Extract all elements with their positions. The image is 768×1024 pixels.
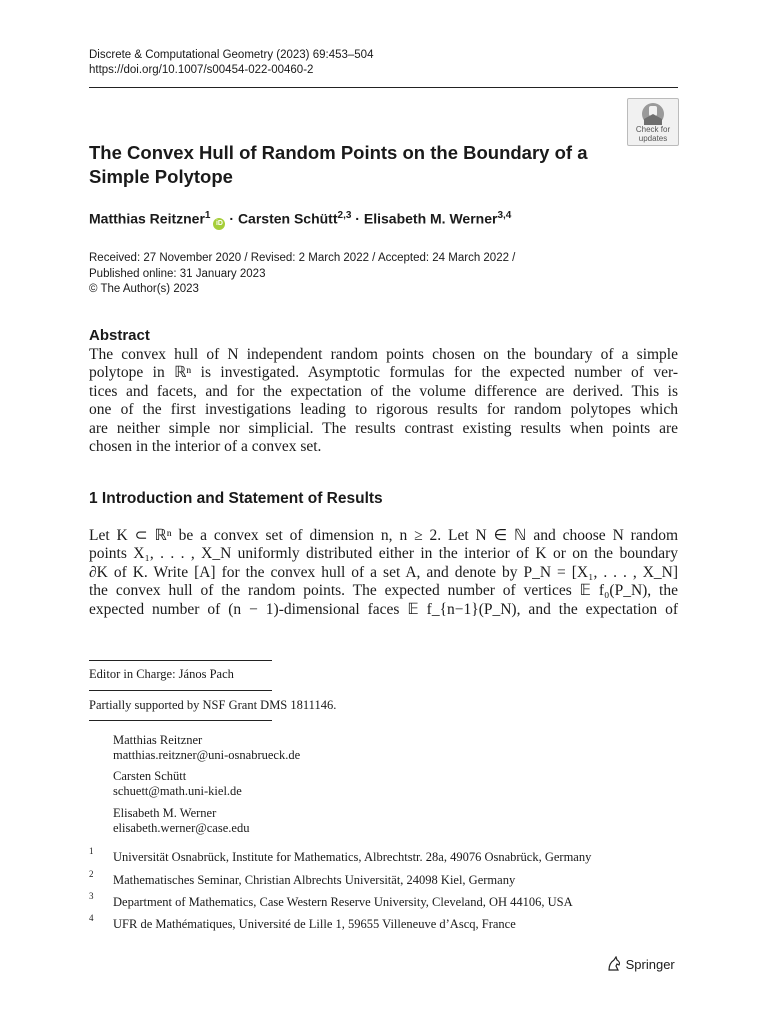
abstract-line: tices and facets, and for the expectation of the volume difference are derived. This is (89, 382, 678, 400)
author-sup: 3,4 (497, 210, 512, 221)
author-separator: · (225, 210, 238, 227)
affiliation-text: Universität Osnabrück, Institute for Mathematics, Albrechtstr. 28a, 49076 Osnabrück, Germany (113, 850, 592, 864)
author-sup: 2,3 (337, 210, 352, 221)
author-reitzner[interactable]: Matthias Reitzner (89, 210, 205, 227)
affiliation-number: 4 (89, 913, 94, 923)
author-sup: 1 (204, 210, 211, 221)
section-line: ∂K of K. Write [A] for the convex hull of a set A, and denote by P_N = [X₁, . . . , X_N] (89, 563, 678, 581)
publisher-name: Springer (625, 957, 675, 972)
contact-block (113, 769, 242, 799)
orcid-icon[interactable]: iD (213, 218, 225, 230)
funding-note: Partially supported by NSF Grant DMS 1811146. (89, 698, 337, 712)
author-werner[interactable]: Elisabeth M. Werner (363, 210, 498, 227)
footnote-rule (89, 720, 272, 721)
affiliation-number: 3 (89, 891, 94, 901)
paper-title (89, 141, 588, 189)
abstract-line: are neither simple nor simplicial. The results contrast existing results when points are (89, 419, 678, 437)
contact-name: Carsten Schütt (113, 769, 187, 783)
abstract-line: polytope in ℝⁿ is investigated. Asymptotic formulas for the expected number of ver- (89, 364, 678, 382)
crossmark-icon (628, 101, 678, 127)
dates-line: Received: 27 November 2020 / Revised: 2 March 2022 / Accepted: 24 March 2022 / (89, 252, 516, 264)
journal-citation: Discrete & Computational Geometry (2023) 69:453–504 (89, 49, 374, 61)
author-list (89, 210, 511, 230)
footnote-rule (89, 660, 272, 661)
section-line: the convex hull of the random points. The expected number of vertices 𝔼 f₀(P_N), the (89, 582, 678, 600)
section-body (89, 527, 678, 619)
abstract-line: chosen in the interior of a convex set. (89, 438, 322, 456)
header-rule (89, 87, 678, 88)
publisher-logo (606, 956, 675, 972)
abstract-line: The convex hull of N independent random points chosen on the boundary of a simple (89, 346, 678, 363)
check-for-updates-badge[interactable] (627, 98, 679, 146)
affiliation-text: Mathematisches Seminar, Christian Albrechts Universität, 24098 Kiel, Germany (113, 873, 516, 887)
editor-note: Editor in Charge: János Pach (89, 667, 234, 681)
author-schutt[interactable]: Carsten Schütt (237, 210, 338, 227)
section-line: expected number of (n − 1)-dimensional faces 𝔼 f_{n−1}(P_N), and the expectation of (89, 600, 678, 618)
section-line: points X₁, . . . , X_N uniformly distributed either in the interior of K or on the boundary (89, 545, 678, 563)
section-heading: 1 Introduction and Statement of Results (89, 490, 383, 507)
badge-text-line2: updates (638, 133, 668, 143)
affiliation-number: 2 (89, 869, 94, 879)
contact-email[interactable]: matthias.reitzner@uni-osnabrueck.de (113, 748, 301, 762)
footnote-rule (89, 690, 272, 691)
copyright-line: © The Author(s) 2023 (89, 283, 199, 295)
title-line-2: Simple Polytope (89, 166, 233, 187)
title-line-1: The Convex Hull of Random Points on the Boundary of a (89, 142, 588, 163)
doi-link[interactable]: https://doi.org/10.1007/s00454-022-00460-2 (89, 64, 314, 76)
contact-email[interactable]: elisabeth.werner@case.edu (113, 821, 250, 835)
abstract-heading: Abstract (89, 327, 150, 344)
dates-line: Published online: 31 January 2023 (89, 267, 266, 280)
affiliation-text: UFR de Mathématiques, Université de Lille 1, 59655 Villeneuve d’Ascq, France (113, 917, 516, 931)
badge-text-line1: Check for (635, 125, 671, 134)
contact-block (113, 733, 300, 763)
springer-horse-icon (606, 956, 622, 972)
affiliation-text: Department of Mathematics, Case Western Reserve University, Cleveland, OH 44106, USA (113, 895, 573, 909)
contact-email[interactable]: schuett@math.uni-kiel.de (113, 784, 242, 798)
affiliation-number: 1 (89, 846, 94, 856)
abstract-body (89, 346, 678, 456)
contact-block (113, 806, 249, 836)
contact-name: Elisabeth M. Werner (113, 806, 217, 820)
contact-name: Matthias Reitzner (113, 733, 203, 747)
publication-dates (89, 251, 515, 298)
abstract-line: one of the first investigations leading to rigorous results for random polytopes which (89, 401, 678, 419)
author-separator: · (351, 210, 364, 227)
section-line: Let K ⊂ ℝⁿ be a convex set of dimension n, n ≥ 2. Let N ∈ ℕ and choose N random (89, 527, 678, 544)
